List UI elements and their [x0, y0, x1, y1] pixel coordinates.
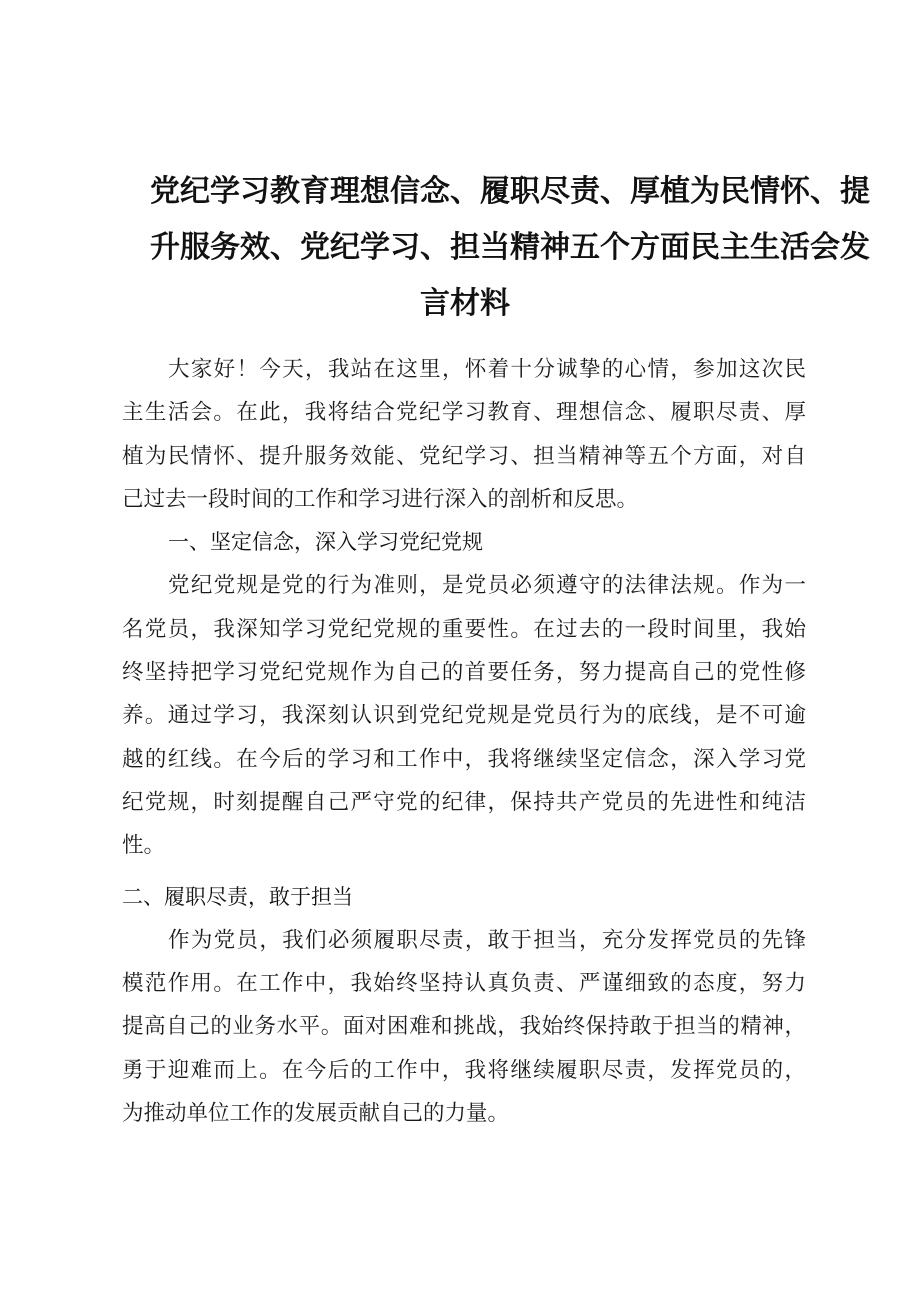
section-2-paragraph [122, 919, 806, 1135]
paragraph-line: 养。通过学习，我深刻认识到党纪党规是党员行为的底线，是不可逾 [122, 703, 806, 729]
paragraph-line: 名党员，我深知学习党纪党规的重要性。在过去的一段时间里，我始 [122, 616, 806, 642]
paragraph-line: 为推动单位工作的发展贡献自己的力量。 [122, 1101, 510, 1127]
paragraph-line: 勇于迎难而上。在今后的工作中，我将继续履职尽责，发挥党员的， [122, 1057, 806, 1083]
paragraph-line: 作为党员，我们必须履职尽责，敢于担当，充分发挥党员的先锋 [168, 927, 806, 953]
paragraph-line: 主生活会。在此，我将结合党纪学习教育、理想信念、履职尽责、厚 [122, 400, 806, 426]
paragraph-line: 大家好！今天，我站在这里，怀着十分诚挚的心情，参加这次民 [168, 357, 806, 382]
document-title [150, 164, 870, 332]
section-heading-2: 二、履职尽责，敢于担当 [122, 884, 353, 909]
section-1-paragraph [122, 564, 806, 867]
title-line: 党纪学习教育理想信念、履职尽责、厚植为民情怀、提 [150, 174, 870, 209]
paragraph-line: 己过去一段时间的工作和学习进行深入的剖析和反思。 [122, 486, 639, 512]
paragraph-line: 终坚持把学习党纪党规作为自己的首要任务，努力提高自己的党性修 [122, 660, 806, 686]
paragraph-line: 越的红线。在今后的学习和工作中，我将继续坚定信念，深入学习党 [122, 746, 806, 772]
paragraph-line: 党纪党规是党的行为准则，是党员必须遵守的法律法规。作为一 [168, 573, 806, 599]
section-heading-1: 一、坚定信念，深入学习党纪党规 [168, 530, 483, 555]
title-line: 言材料 [420, 286, 510, 321]
paragraph-line: 植为民情怀、提升服务效能、党纪学习、担当精神等五个方面，对自 [122, 443, 806, 469]
title-line: 升服务效、党纪学习、担当精神五个方面民主生活会发 [150, 230, 870, 265]
intro-paragraph [122, 348, 806, 521]
paragraph-line: 提高自己的业务水平。面对困难和挑战，我始终保持敢于担当的精神， [122, 1014, 806, 1040]
paragraph-line: 性。 [122, 833, 166, 859]
paragraph-line: 模范作用。在工作中，我始终坚持认真负责、严谨细致的态度，努力 [122, 971, 806, 997]
paragraph-line: 纪党规，时刻提醒自己严守党的纪律，保持共产党员的先进性和纯洁 [122, 789, 806, 815]
document-body [122, 348, 806, 1135]
